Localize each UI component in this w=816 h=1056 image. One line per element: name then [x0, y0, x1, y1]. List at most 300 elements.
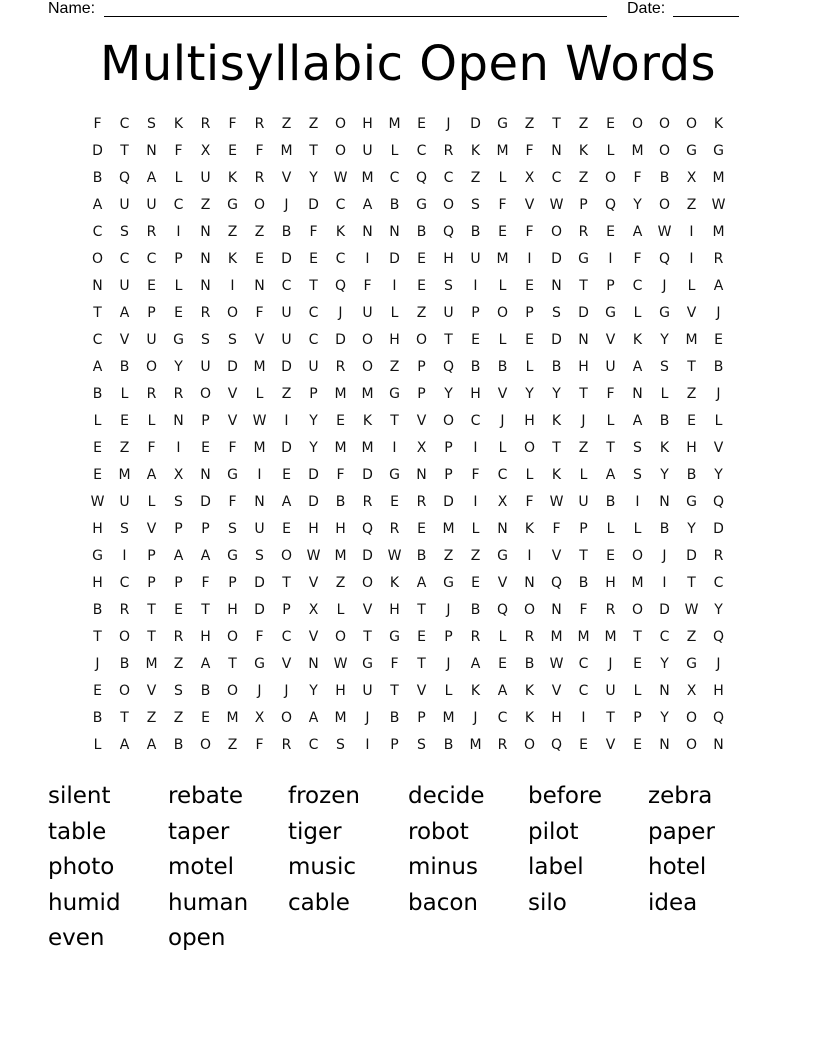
- grid-letter[interactable]: C: [632, 278, 643, 294]
- grid-letter[interactable]: O: [118, 629, 131, 645]
- grid-letter[interactable]: U: [254, 521, 265, 537]
- grid-letter[interactable]: A: [146, 170, 157, 186]
- grid-letter[interactable]: B: [92, 710, 103, 726]
- grid-letter[interactable]: C: [146, 251, 157, 267]
- grid-letter[interactable]: T: [417, 602, 426, 618]
- grid-letter[interactable]: Z: [173, 656, 184, 672]
- grid-letter[interactable]: L: [498, 332, 507, 348]
- grid-letter[interactable]: G: [173, 332, 184, 348]
- grid-letter[interactable]: M: [280, 143, 293, 159]
- grid-letter[interactable]: D: [578, 305, 589, 321]
- grid-letter[interactable]: P: [174, 521, 183, 537]
- grid-letter[interactable]: T: [282, 575, 291, 591]
- grid-letter[interactable]: I: [473, 278, 478, 294]
- grid-letter[interactable]: P: [525, 305, 534, 321]
- grid-letter[interactable]: R: [605, 602, 616, 618]
- grid-letter[interactable]: M: [496, 251, 509, 267]
- grid-letter[interactable]: C: [173, 197, 184, 213]
- grid-letter[interactable]: K: [227, 170, 238, 186]
- grid-letter[interactable]: R: [497, 737, 508, 753]
- grid-letter[interactable]: T: [309, 143, 318, 159]
- grid-letter[interactable]: M: [469, 737, 482, 753]
- grid-letter[interactable]: V: [281, 170, 292, 186]
- grid-letter[interactable]: V: [281, 656, 292, 672]
- grid-letter[interactable]: S: [660, 359, 669, 375]
- grid-letter[interactable]: J: [473, 710, 478, 726]
- grid-letter[interactable]: L: [147, 413, 156, 429]
- grid-letter[interactable]: Z: [227, 224, 238, 240]
- grid-letter[interactable]: R: [173, 386, 184, 402]
- grid-letter[interactable]: M: [496, 143, 509, 159]
- grid-letter[interactable]: Y: [309, 170, 318, 186]
- grid-letter[interactable]: U: [362, 305, 373, 321]
- grid-letter[interactable]: C: [119, 116, 130, 132]
- grid-letter[interactable]: P: [444, 629, 453, 645]
- grid-letter[interactable]: A: [173, 548, 184, 564]
- grid-letter[interactable]: M: [442, 710, 455, 726]
- grid-letter[interactable]: D: [551, 332, 562, 348]
- grid-letter[interactable]: A: [119, 305, 130, 321]
- grid-letter[interactable]: G: [578, 251, 589, 267]
- grid-letter[interactable]: O: [145, 359, 158, 375]
- grid-letter[interactable]: P: [633, 710, 642, 726]
- grid-letter[interactable]: C: [443, 170, 454, 186]
- grid-letter[interactable]: I: [689, 224, 694, 240]
- grid-letter[interactable]: V: [713, 440, 724, 456]
- grid-letter[interactable]: G: [227, 548, 238, 564]
- grid-letter[interactable]: A: [713, 278, 724, 294]
- grid-letter[interactable]: A: [497, 683, 508, 699]
- grid-letter[interactable]: Z: [524, 116, 535, 132]
- grid-letter[interactable]: U: [146, 332, 157, 348]
- grid-letter[interactable]: A: [362, 197, 373, 213]
- grid-letter[interactable]: S: [228, 332, 237, 348]
- grid-letter[interactable]: B: [281, 224, 292, 240]
- grid-letter[interactable]: F: [228, 116, 237, 132]
- grid-letter[interactable]: A: [416, 575, 427, 591]
- grid-letter[interactable]: C: [119, 251, 130, 267]
- grid-letter[interactable]: I: [689, 251, 694, 267]
- grid-letter[interactable]: F: [525, 143, 534, 159]
- grid-letter[interactable]: D: [281, 359, 292, 375]
- grid-letter[interactable]: N: [389, 224, 400, 240]
- grid-letter[interactable]: A: [200, 656, 211, 672]
- grid-letter[interactable]: H: [308, 521, 319, 537]
- grid-letter[interactable]: W: [90, 494, 105, 510]
- grid-letter[interactable]: T: [120, 710, 129, 726]
- grid-letter[interactable]: N: [308, 656, 319, 672]
- grid-letter[interactable]: N: [146, 143, 157, 159]
- grid-letter[interactable]: Z: [686, 386, 697, 402]
- grid-letter[interactable]: E: [93, 467, 102, 483]
- grid-letter[interactable]: K: [578, 143, 589, 159]
- grid-letter[interactable]: E: [201, 440, 210, 456]
- grid-letter[interactable]: K: [389, 575, 400, 591]
- grid-letter[interactable]: U: [308, 359, 319, 375]
- grid-letter[interactable]: L: [633, 305, 642, 321]
- grid-letter[interactable]: Y: [660, 656, 669, 672]
- grid-letter[interactable]: D: [200, 494, 211, 510]
- grid-letter[interactable]: A: [92, 359, 103, 375]
- grid-letter[interactable]: C: [470, 413, 481, 429]
- grid-letter[interactable]: D: [92, 143, 103, 159]
- grid-letter[interactable]: L: [525, 467, 534, 483]
- grid-letter[interactable]: T: [606, 440, 615, 456]
- grid-letter[interactable]: H: [578, 359, 589, 375]
- grid-letter[interactable]: B: [119, 656, 130, 672]
- grid-letter[interactable]: R: [254, 116, 265, 132]
- grid-letter[interactable]: E: [687, 413, 696, 429]
- grid-letter[interactable]: H: [470, 386, 481, 402]
- grid-letter[interactable]: W: [306, 548, 321, 564]
- grid-letter[interactable]: I: [392, 278, 397, 294]
- grid-letter[interactable]: H: [92, 521, 103, 537]
- grid-letter[interactable]: T: [120, 143, 129, 159]
- grid-letter[interactable]: C: [92, 224, 103, 240]
- grid-letter[interactable]: X: [524, 170, 535, 186]
- grid-letter[interactable]: Z: [119, 440, 130, 456]
- grid-letter[interactable]: O: [658, 197, 671, 213]
- grid-letter[interactable]: F: [255, 629, 264, 645]
- grid-letter[interactable]: O: [523, 440, 536, 456]
- grid-letter[interactable]: H: [443, 251, 454, 267]
- grid-letter[interactable]: P: [579, 521, 588, 537]
- grid-letter[interactable]: B: [605, 494, 616, 510]
- grid-letter[interactable]: E: [390, 494, 399, 510]
- grid-letter[interactable]: B: [92, 386, 103, 402]
- grid-letter[interactable]: L: [444, 683, 453, 699]
- grid-letter[interactable]: D: [551, 251, 562, 267]
- grid-letter[interactable]: F: [633, 251, 642, 267]
- grid-letter[interactable]: I: [581, 710, 586, 726]
- grid-letter[interactable]: I: [473, 494, 478, 510]
- grid-letter[interactable]: I: [635, 494, 640, 510]
- grid-letter[interactable]: Q: [442, 224, 455, 240]
- grid-letter[interactable]: B: [335, 494, 346, 510]
- grid-letter[interactable]: L: [498, 440, 507, 456]
- grid-letter[interactable]: P: [228, 575, 237, 591]
- grid-letter[interactable]: E: [417, 278, 426, 294]
- grid-letter[interactable]: T: [309, 278, 318, 294]
- grid-letter[interactable]: F: [525, 494, 534, 510]
- grid-letter[interactable]: R: [578, 224, 589, 240]
- grid-letter[interactable]: Z: [686, 197, 697, 213]
- grid-letter[interactable]: G: [227, 467, 238, 483]
- grid-letter[interactable]: T: [444, 332, 453, 348]
- grid-letter[interactable]: C: [416, 143, 427, 159]
- grid-letter[interactable]: J: [500, 413, 505, 429]
- grid-letter[interactable]: C: [659, 629, 670, 645]
- grid-letter[interactable]: K: [659, 440, 670, 456]
- grid-letter[interactable]: I: [176, 440, 181, 456]
- grid-letter[interactable]: F: [228, 494, 237, 510]
- grid-letter[interactable]: E: [525, 278, 534, 294]
- grid-letter[interactable]: T: [93, 629, 102, 645]
- grid-letter[interactable]: V: [119, 332, 130, 348]
- grid-letter[interactable]: E: [93, 440, 102, 456]
- grid-letter[interactable]: N: [497, 521, 508, 537]
- grid-letter[interactable]: S: [120, 521, 129, 537]
- grid-letter[interactable]: W: [333, 656, 348, 672]
- grid-letter[interactable]: T: [390, 683, 399, 699]
- grid-letter[interactable]: X: [200, 143, 211, 159]
- grid-letter[interactable]: F: [336, 467, 345, 483]
- grid-letter[interactable]: E: [471, 332, 480, 348]
- grid-letter[interactable]: O: [415, 332, 428, 348]
- grid-letter[interactable]: M: [442, 521, 455, 537]
- grid-letter[interactable]: Z: [335, 575, 346, 591]
- grid-letter[interactable]: A: [146, 737, 157, 753]
- grid-letter[interactable]: R: [470, 629, 481, 645]
- grid-letter[interactable]: V: [146, 521, 157, 537]
- grid-letter[interactable]: U: [605, 359, 616, 375]
- grid-letter[interactable]: V: [146, 683, 157, 699]
- grid-letter[interactable]: B: [200, 683, 211, 699]
- grid-letter[interactable]: Y: [525, 386, 534, 402]
- grid-letter[interactable]: K: [227, 251, 238, 267]
- grid-letter[interactable]: K: [470, 683, 481, 699]
- grid-letter[interactable]: J: [608, 656, 613, 672]
- grid-letter[interactable]: H: [92, 575, 103, 591]
- grid-letter[interactable]: L: [606, 521, 615, 537]
- grid-letter[interactable]: V: [605, 332, 616, 348]
- grid-letter[interactable]: I: [284, 413, 289, 429]
- grid-letter[interactable]: Y: [687, 521, 696, 537]
- grid-letter[interactable]: Z: [200, 197, 211, 213]
- grid-letter[interactable]: L: [498, 629, 507, 645]
- grid-letter[interactable]: L: [606, 143, 615, 159]
- grid-letter[interactable]: N: [416, 467, 427, 483]
- grid-letter[interactable]: Y: [660, 467, 669, 483]
- grid-letter[interactable]: E: [606, 116, 615, 132]
- grid-letter[interactable]: Q: [550, 575, 563, 591]
- grid-letter[interactable]: N: [92, 278, 103, 294]
- grid-letter[interactable]: F: [228, 440, 237, 456]
- grid-letter[interactable]: L: [498, 170, 507, 186]
- grid-letter[interactable]: U: [362, 143, 373, 159]
- grid-letter[interactable]: A: [605, 467, 616, 483]
- grid-letter[interactable]: T: [417, 656, 426, 672]
- grid-letter[interactable]: S: [471, 197, 480, 213]
- grid-letter[interactable]: I: [122, 548, 127, 564]
- grid-letter[interactable]: O: [523, 602, 536, 618]
- grid-letter[interactable]: P: [417, 359, 426, 375]
- grid-letter[interactable]: T: [687, 359, 696, 375]
- grid-letter[interactable]: Y: [660, 710, 669, 726]
- grid-letter[interactable]: G: [389, 386, 400, 402]
- grid-letter[interactable]: Q: [712, 494, 725, 510]
- grid-letter[interactable]: E: [498, 656, 507, 672]
- grid-letter[interactable]: N: [254, 494, 265, 510]
- grid-letter[interactable]: Y: [633, 197, 642, 213]
- grid-letter[interactable]: H: [227, 602, 238, 618]
- grid-letter[interactable]: L: [390, 305, 399, 321]
- grid-letter[interactable]: D: [335, 332, 346, 348]
- grid-letter[interactable]: N: [524, 575, 535, 591]
- grid-letter[interactable]: H: [335, 521, 346, 537]
- grid-letter[interactable]: O: [334, 116, 347, 132]
- grid-letter[interactable]: Q: [550, 737, 563, 753]
- grid-letter[interactable]: I: [176, 224, 181, 240]
- grid-letter[interactable]: B: [119, 359, 130, 375]
- grid-letter[interactable]: J: [446, 602, 451, 618]
- grid-letter[interactable]: V: [605, 737, 616, 753]
- grid-letter[interactable]: M: [334, 710, 347, 726]
- grid-letter[interactable]: Y: [309, 683, 318, 699]
- grid-letter[interactable]: V: [254, 332, 265, 348]
- grid-letter[interactable]: R: [362, 494, 373, 510]
- grid-letter[interactable]: G: [389, 629, 400, 645]
- grid-letter[interactable]: Z: [578, 440, 589, 456]
- grid-letter[interactable]: J: [716, 386, 721, 402]
- grid-letter[interactable]: M: [253, 440, 266, 456]
- grid-letter[interactable]: H: [335, 683, 346, 699]
- grid-letter[interactable]: Z: [686, 629, 697, 645]
- grid-letter[interactable]: T: [579, 278, 588, 294]
- grid-letter[interactable]: D: [659, 602, 670, 618]
- grid-letter[interactable]: M: [712, 224, 725, 240]
- grid-letter[interactable]: U: [443, 305, 454, 321]
- grid-letter[interactable]: T: [579, 548, 588, 564]
- grid-letter[interactable]: Q: [604, 197, 617, 213]
- grid-letter[interactable]: J: [95, 656, 100, 672]
- grid-letter[interactable]: G: [92, 548, 103, 564]
- grid-letter[interactable]: P: [201, 521, 210, 537]
- grid-letter[interactable]: B: [416, 548, 427, 564]
- grid-letter[interactable]: S: [336, 737, 345, 753]
- grid-letter[interactable]: Z: [173, 710, 184, 726]
- grid-letter[interactable]: P: [147, 548, 156, 564]
- grid-letter[interactable]: E: [633, 656, 642, 672]
- grid-letter[interactable]: G: [659, 305, 670, 321]
- grid-letter[interactable]: M: [361, 440, 374, 456]
- grid-letter[interactable]: R: [254, 170, 265, 186]
- grid-letter[interactable]: P: [282, 602, 291, 618]
- grid-letter[interactable]: I: [662, 575, 667, 591]
- grid-letter[interactable]: D: [686, 548, 697, 564]
- grid-letter[interactable]: O: [226, 305, 239, 321]
- grid-letter[interactable]: H: [713, 683, 724, 699]
- grid-letter[interactable]: V: [416, 683, 427, 699]
- grid-letter[interactable]: B: [686, 467, 697, 483]
- grid-letter[interactable]: V: [227, 413, 238, 429]
- grid-letter[interactable]: V: [524, 197, 535, 213]
- grid-letter[interactable]: M: [712, 170, 725, 186]
- grid-letter[interactable]: T: [228, 656, 237, 672]
- grid-letter[interactable]: F: [201, 575, 210, 591]
- grid-letter[interactable]: L: [147, 494, 156, 510]
- grid-letter[interactable]: A: [632, 413, 643, 429]
- grid-letter[interactable]: K: [524, 710, 535, 726]
- grid-letter[interactable]: O: [334, 143, 347, 159]
- grid-letter[interactable]: E: [120, 413, 129, 429]
- grid-letter[interactable]: U: [119, 278, 130, 294]
- grid-letter[interactable]: B: [470, 602, 481, 618]
- grid-letter[interactable]: L: [120, 386, 129, 402]
- grid-letter[interactable]: L: [687, 278, 696, 294]
- grid-letter[interactable]: D: [308, 494, 319, 510]
- grid-letter[interactable]: I: [527, 251, 532, 267]
- grid-letter[interactable]: F: [309, 224, 318, 240]
- grid-letter[interactable]: Z: [389, 359, 400, 375]
- grid-letter[interactable]: B: [416, 224, 427, 240]
- grid-letter[interactable]: Z: [146, 710, 157, 726]
- grid-letter[interactable]: M: [253, 359, 266, 375]
- grid-letter[interactable]: O: [631, 548, 644, 564]
- grid-letter[interactable]: A: [470, 656, 481, 672]
- grid-letter[interactable]: Y: [660, 332, 669, 348]
- grid-letter[interactable]: E: [417, 251, 426, 267]
- grid-letter[interactable]: H: [524, 413, 535, 429]
- grid-letter[interactable]: S: [255, 548, 264, 564]
- grid-letter[interactable]: S: [444, 278, 453, 294]
- grid-letter[interactable]: Q: [442, 359, 455, 375]
- grid-letter[interactable]: W: [333, 170, 348, 186]
- grid-letter[interactable]: C: [281, 278, 292, 294]
- grid-letter[interactable]: F: [255, 143, 264, 159]
- grid-letter[interactable]: C: [497, 710, 508, 726]
- grid-letter[interactable]: E: [201, 710, 210, 726]
- grid-letter[interactable]: I: [257, 467, 262, 483]
- grid-letter[interactable]: B: [470, 224, 481, 240]
- grid-letter[interactable]: Y: [714, 602, 723, 618]
- grid-letter[interactable]: F: [363, 278, 372, 294]
- grid-letter[interactable]: W: [252, 413, 267, 429]
- grid-letter[interactable]: X: [308, 602, 319, 618]
- grid-letter[interactable]: Z: [578, 116, 589, 132]
- grid-letter[interactable]: F: [255, 305, 264, 321]
- grid-letter[interactable]: D: [281, 440, 292, 456]
- grid-letter[interactable]: C: [497, 467, 508, 483]
- grid-letter[interactable]: X: [173, 467, 184, 483]
- grid-letter[interactable]: B: [173, 737, 184, 753]
- grid-letter[interactable]: X: [416, 440, 427, 456]
- name-input-line[interactable]: [104, 0, 607, 17]
- grid-letter[interactable]: V: [686, 305, 697, 321]
- grid-letter[interactable]: E: [579, 737, 588, 753]
- grid-letter[interactable]: P: [606, 278, 615, 294]
- grid-letter[interactable]: C: [578, 683, 589, 699]
- grid-letter[interactable]: E: [417, 629, 426, 645]
- grid-letter[interactable]: L: [660, 386, 669, 402]
- grid-letter[interactable]: F: [255, 737, 264, 753]
- grid-letter[interactable]: G: [416, 197, 427, 213]
- grid-letter[interactable]: Y: [444, 386, 453, 402]
- grid-letter[interactable]: J: [662, 548, 667, 564]
- grid-letter[interactable]: U: [362, 683, 373, 699]
- grid-letter[interactable]: U: [470, 251, 481, 267]
- grid-letter[interactable]: Z: [254, 224, 265, 240]
- grid-letter[interactable]: O: [685, 116, 698, 132]
- grid-letter[interactable]: P: [390, 737, 399, 753]
- grid-letter[interactable]: N: [254, 278, 265, 294]
- grid-letter[interactable]: O: [550, 224, 563, 240]
- grid-letter[interactable]: C: [335, 251, 346, 267]
- grid-letter[interactable]: U: [281, 305, 292, 321]
- grid-letter[interactable]: B: [659, 170, 670, 186]
- grid-letter[interactable]: W: [387, 548, 402, 564]
- grid-letter[interactable]: P: [444, 440, 453, 456]
- grid-letter[interactable]: L: [336, 602, 345, 618]
- grid-letter[interactable]: Z: [308, 116, 319, 132]
- grid-letter[interactable]: H: [389, 602, 400, 618]
- grid-letter[interactable]: O: [658, 143, 671, 159]
- grid-letter[interactable]: K: [173, 116, 184, 132]
- grid-letter[interactable]: C: [308, 305, 319, 321]
- grid-letter[interactable]: D: [713, 521, 724, 537]
- grid-letter[interactable]: T: [579, 386, 588, 402]
- grid-letter[interactable]: E: [714, 332, 723, 348]
